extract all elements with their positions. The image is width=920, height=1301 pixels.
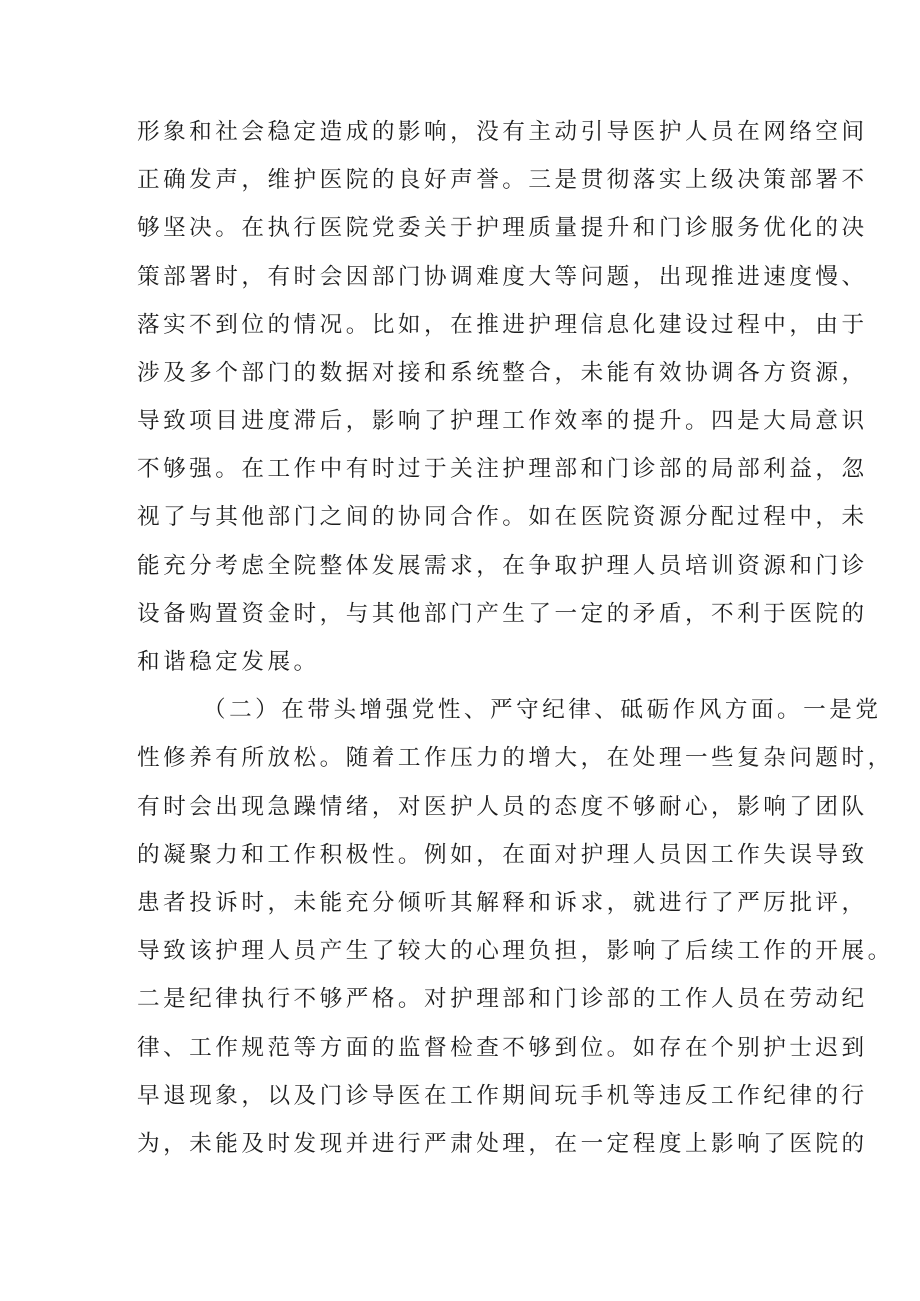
text-line: 正确发声，维护医院的良好声誉。三是贯彻落实上级决策部署不 xyxy=(137,167,868,193)
text-line: 早退现象，以及门诊导医在工作期间玩手机等违反工作纪律的行 xyxy=(137,1083,868,1109)
text-line: 够坚决。在执行医院党委关于护理质量提升和门诊服务优化的决 xyxy=(137,215,868,241)
text-line: 的凝聚力和工作积极性。例如，在面对护理人员因工作失误导致 xyxy=(137,842,868,868)
text-line: 为，未能及时发现并进行严肃处理，在一定程度上影响了医院的 xyxy=(137,1131,868,1157)
section-heading-line: （二）在带头增强党性、严守纪律、砥砺作风方面。一是党 xyxy=(203,697,882,723)
text-line: 导致该护理人员产生了较大的心理负担，影响了后续工作的开展。 xyxy=(137,938,894,964)
text-line: 有时会出现急躁情绪，对医护人员的态度不够耐心，影响了团队 xyxy=(137,794,868,820)
text-line: 性修养有所放松。随着工作压力的增大，在处理一些复杂问题时， xyxy=(137,745,894,771)
text-line: 患者投诉时，未能充分倾听其解释和诉求，就进行了严厉批评， xyxy=(137,890,868,916)
text-line: 设备购置资金时，与其他部门产生了一定的矛盾，不利于医院的 xyxy=(137,601,868,627)
text-line: 导致项目进度滞后，影响了护理工作效率的提升。四是大局意识 xyxy=(137,408,868,434)
text-line: 律、工作规范等方面的监督检查不够到位。如存在个别护士迟到 xyxy=(137,1035,868,1061)
text-line: 落实不到位的情况。比如，在推进护理信息化建设过程中，由于 xyxy=(137,312,868,338)
text-line: 涉及多个部门的数据对接和系统整合，未能有效协调各方资源， xyxy=(137,360,868,386)
text-line: 视了与其他部门之间的协同合作。如在医院资源分配过程中，未 xyxy=(137,504,868,530)
text-line: 二是纪律执行不够严格。对护理部和门诊部的工作人员在劳动纪 xyxy=(137,986,868,1012)
text-line: 策部署时，有时会因部门协调难度大等问题，出现推进速度慢、 xyxy=(137,264,868,290)
text-line: 形象和社会稳定造成的影响，没有主动引导医护人员在网络空间 xyxy=(137,119,868,145)
text-line: 和谐稳定发展。 xyxy=(137,649,320,675)
text-line: 能充分考虑全院整体发展需求，在争取护理人员培训资源和门诊 xyxy=(137,553,868,579)
text-line: 不够强。在工作中有时过于关注护理部和门诊部的局部利益，忽 xyxy=(137,456,868,482)
